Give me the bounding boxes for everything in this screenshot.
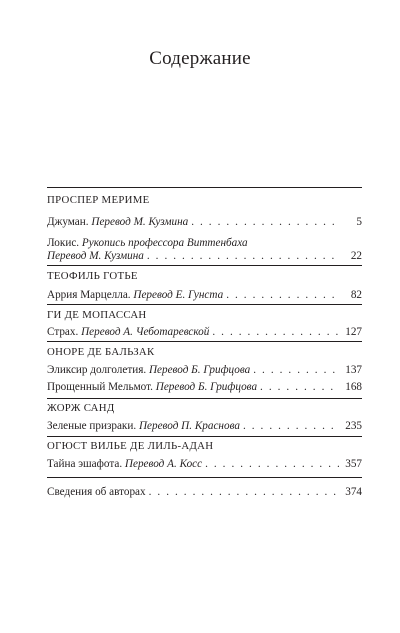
leader-dots — [149, 486, 339, 498]
toc-entry-authors-info[interactable] — [47, 486, 362, 498]
author-heading: ЖОРЖ САНД — [47, 402, 115, 414]
toc-entry-first-line[interactable] — [47, 237, 362, 249]
toc-entry[interactable] — [47, 458, 362, 470]
toc-entry[interactable] — [47, 326, 362, 338]
leader-dots — [147, 250, 339, 262]
entry-translator: Перевод М. Кузмина — [91, 216, 189, 228]
entry-title: Сведения об авторах — [47, 486, 146, 498]
entry-page-number: 168 — [345, 381, 362, 393]
entry-title: Эликсир долголетия. — [47, 364, 147, 376]
toc-entry[interactable] — [47, 250, 362, 262]
entry-title: Зеленые призраки. — [47, 420, 137, 432]
entry-page-number: 235 — [345, 420, 362, 432]
entry-title: Джуман. — [47, 216, 89, 228]
leader-dots — [226, 289, 339, 301]
section-divider — [47, 341, 362, 342]
entry-page-number: 357 — [345, 458, 362, 470]
toc-entry[interactable] — [47, 289, 362, 301]
section-divider — [47, 265, 362, 266]
leader-dots — [205, 458, 339, 470]
entry-translator: Перевод Б. Грифцова — [155, 381, 258, 393]
entry-translator: Перевод Б. Грифцова — [148, 364, 251, 376]
entry-page-number: 5 — [356, 216, 362, 228]
page-title: Содержание — [149, 48, 251, 69]
toc-entry[interactable] — [47, 216, 362, 228]
entry-title: Аррия Марцелла. — [47, 289, 131, 301]
leader-dots — [212, 326, 339, 338]
entry-title: Локис. — [47, 237, 80, 249]
entry-page-number: 127 — [345, 326, 362, 338]
leader-dots — [191, 216, 339, 228]
toc-entry[interactable] — [47, 381, 362, 393]
author-heading: ОНОРЕ ДЕ БАЛЬЗАК — [47, 346, 155, 358]
entry-translator: Перевод М. Кузмина — [47, 250, 144, 262]
leader-dots — [253, 364, 339, 376]
author-heading: ТЕОФИЛЬ ГОТЬЕ — [47, 270, 138, 282]
toc-entry[interactable] — [47, 364, 362, 376]
author-heading: ГИ ДЕ МОПАССАН — [47, 309, 147, 321]
leader-dots — [243, 420, 339, 432]
entry-subtitle: Рукопись профессора Виттенбаха — [81, 237, 248, 249]
entry-translator: Перевод А. Чеботаревской — [81, 326, 210, 338]
entry-translator: Перевод Е. Гунста — [133, 289, 224, 301]
entry-translator: Перевод П. Краснова — [138, 420, 240, 432]
entry-page-number: 137 — [345, 364, 362, 376]
leader-dots — [260, 381, 339, 393]
entry-translator: Перевод А. Косс — [124, 458, 203, 470]
toc-entry[interactable] — [47, 420, 362, 432]
entry-title: Тайна эшафота. — [47, 458, 123, 470]
section-divider — [47, 187, 362, 188]
section-divider — [47, 304, 362, 305]
section-divider — [47, 398, 362, 399]
entry-page-number: 82 — [350, 289, 362, 301]
section-divider — [47, 477, 362, 478]
entry-title: Страх. — [47, 326, 79, 338]
entry-page-number: 374 — [345, 486, 362, 498]
author-heading: ПРОСПЕР МЕРИМЕ — [47, 194, 150, 206]
entry-title: Прощенный Мельмот. — [47, 381, 153, 393]
entry-page-number: 22 — [350, 250, 362, 262]
author-heading: ОГЮСТ ВИЛЬЕ ДЕ ЛИЛЬ-АДАН — [47, 440, 214, 452]
section-divider — [47, 436, 362, 437]
